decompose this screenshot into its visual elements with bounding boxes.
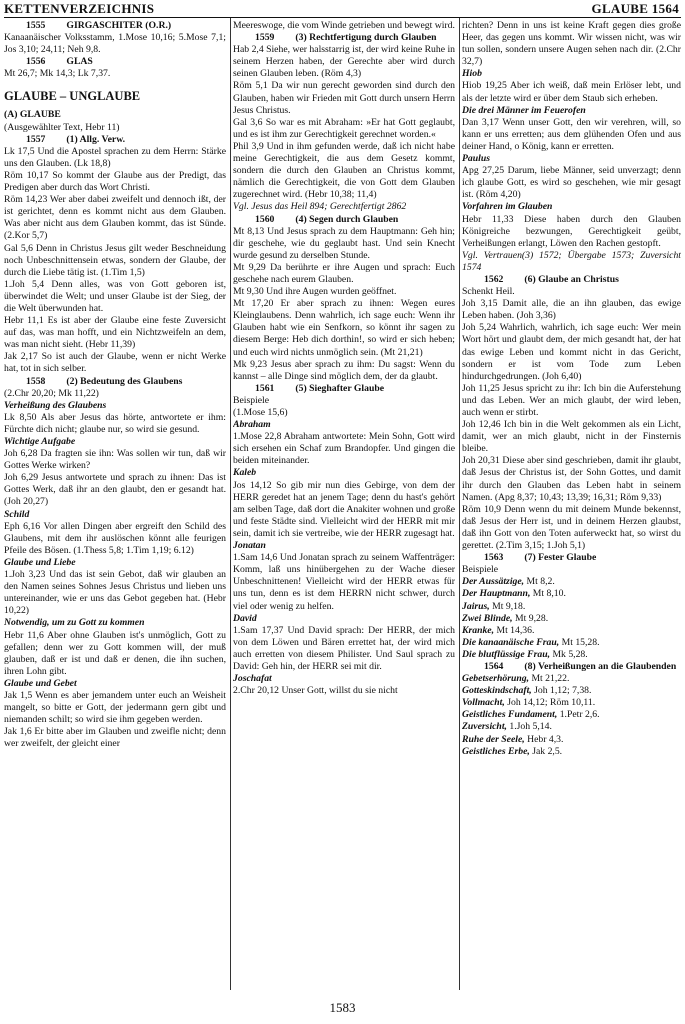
verse-text: Gal 5,6 Denn in Christus Jesus gilt weder Beschneidung noch Unbeschnittensein etwas, sondern der Glaube, der durch die Liebe tätig ist. (1.Tim 1,5) xyxy=(4,242,226,278)
verse-text: 1.Sam 17,37 Und David sprach: Der HERR, der mich von dem Löwen und Bären errettet hat, der wird mich auch erretten von diesem Philister. Und Saul sprach zu David: Geh hin, der HERR sei mit dir. xyxy=(233,624,455,672)
verse-text: Röm 10,9 Denn wenn du mit deinem Munde bekennst, daß Jesus der Herr ist, und in deinem Herzen glaubst, daß ihn Gott von den Toten auferweckt hat, so wirst du gerettet. (2.Tim 3,15; 1.Joh 5,1) xyxy=(462,503,681,552)
example-name: Zwei Blinde, xyxy=(462,612,513,624)
example-name: Der Aussätzige, xyxy=(462,576,525,588)
header-left: KETTENVERZEICHNIS xyxy=(4,1,155,16)
verse-text: Mk 9,23 Jesus aber sprach zu ihm: Du sagst: Wenn du kannst – alle Dinge sind möglich dem, der da glaubt. xyxy=(233,358,455,382)
verse-text: Lk 17,5 Und die Apostel sprachen zu dem Herrn: Stärke uns den Glauben. (Lk 18,8) xyxy=(4,145,226,169)
entry-number: 1556 xyxy=(26,56,46,68)
entry-number: 1561 xyxy=(255,382,275,394)
verse-text: Hab 2,4 Siehe, wer halsstarrig ist, der wird keine Ruhe in seinem Herzen haben, der Gerechte aber wird durch seinen Glauben leben. (Röm 4,3) xyxy=(233,44,455,80)
verse-text: Jak 2,17 So ist auch der Glaube, wenn er nicht Werke hat, tot in sich selber. xyxy=(4,351,226,375)
verse-text: 1.Sam 14,6 Und Jonatan sprach zu seinem Waffenträger: Komm, laß uns hinübergehen zu der Wache dieser Unbeschnittenen! Vielleicht wird der HERR etwas für uns tun, denn es ist dem HERRN nicht schwer, durch viel oder wenig zu helfen. xyxy=(233,552,455,612)
entry-heading xyxy=(462,552,681,564)
example-ref: Mt 9,28. xyxy=(512,612,549,624)
verse-text: Jak 1,5 Wenn es aber jemandem unter euch an Weisheit mangelt, so bitte er Gott, der jedermann gern gibt und niemanden schilt; so wird sie ihm gegeben werden. xyxy=(4,689,226,726)
example-ref: 1.Joh 5,14. xyxy=(506,721,552,733)
entry-title: GLAS xyxy=(64,56,93,68)
verse-text: Meereswoge, die vom Winde getrieben und bewegt wird. xyxy=(233,20,455,31)
entry-heading xyxy=(4,20,226,32)
column-divider xyxy=(459,18,460,990)
column-left xyxy=(4,20,226,990)
verse-text: Mt 8,13 Und Jesus sprach zu dem Hauptmann: Geh hin; dir geschehe, wie du geglaubt hast. Und sein Knecht wurde gesund zu derselben Stunde. xyxy=(233,225,455,261)
entry-title: (3) Rechtfertigung durch Glauben xyxy=(293,32,437,44)
example-ref: Joh 1,12; 7,38. xyxy=(531,685,592,697)
entry-title: GIRGASCHITER (O.R.) xyxy=(64,20,172,31)
verse-text: 2.Chr 20,12 Unser Gott, willst du sie nicht xyxy=(233,685,398,697)
example-name: Ruhe der Seele, xyxy=(462,733,525,745)
entry-number: 1557 xyxy=(26,133,46,145)
example-reference xyxy=(462,721,681,733)
entry-number: 1562 xyxy=(484,273,504,285)
subheading: Verheißung des Glaubens xyxy=(4,399,107,411)
verse-text: Joh 6,28 Da fragten sie ihn: Was sollen wir tun, daß wir Gottes Werke wirken? xyxy=(4,448,226,472)
example-name: Vollmacht, xyxy=(462,697,505,709)
example-ref: Mt 8,10. xyxy=(530,588,566,600)
example-reference xyxy=(462,601,681,613)
example-reference xyxy=(462,625,681,637)
subheading: David xyxy=(233,612,257,624)
verse-text: Joh 20,31 Diese aber sind geschrieben, damit ihr glaubt, daß Jesus der Christus ist, der Sohn Gottes, und damit ihr durch den Glauben das Leben habt in seinem Namen. (Apg 8,37; 10,43; 13,39; 16,31; Röm 9,33) xyxy=(462,455,681,503)
example-name: Die blutflüssige Frau, xyxy=(462,648,551,660)
verse-text: richten? Denn in uns ist keine Kraft gegen dies große Heer, das gegen uns kommt. Wir wissen nicht, was wir tun sollen, sondern unsere Augen sehen nach dir. (2.Chr 32,7) xyxy=(462,20,681,68)
example-reference xyxy=(462,734,681,746)
entry-heading xyxy=(233,32,455,44)
entry-title: (7) Fester Glaube xyxy=(522,552,597,564)
example-ref: Mt 15,28. xyxy=(559,636,600,648)
entry-heading xyxy=(4,376,226,388)
entry-number: 1560 xyxy=(255,213,275,225)
example-name: Kranke, xyxy=(462,624,495,636)
subheading: Wichtige Aufgabe xyxy=(4,436,76,447)
verse-text: Joh 3,15 Damit alle, die an ihn glauben, das ewige Leben haben. (Joh 3,36) xyxy=(462,298,681,322)
verse-text: Joh 6,29 Jesus antwortete und sprach zu ihnen: Das ist Gottes Werk, daß ihr an den glaubt, den er gesandt hat. (Joh 20,27) xyxy=(4,472,226,508)
entry-title: (5) Sieghafter Glaube xyxy=(293,382,385,394)
example-name: Die kanaanäische Frau, xyxy=(462,636,560,648)
verse-text: Röm 10,17 So kommt der Glaube aus der Predigt, das Predigen aber durch das Wort Christi. xyxy=(4,169,226,194)
example-reference xyxy=(462,588,681,600)
example-name: Gotteskindschaft, xyxy=(462,685,532,697)
example-reference xyxy=(462,746,681,758)
cross-reference: Vgl. Vertrauen(3) 1572; Übergabe 1573; Zuversicht 1574 xyxy=(462,249,681,273)
example-reference xyxy=(462,576,681,588)
subheading: Vorfahren im Glauben xyxy=(462,201,553,213)
verse-text: Mt 9,29 Da berührte er ihre Augen und sprach: Euch geschehe nach eurem Glauben. xyxy=(233,261,455,285)
verse-text: Gal 3,6 So war es mit Abraham: »Er hat Gott geglaubt, und es ist ihm zur Gerechtigkeit gerechnet worden.« xyxy=(233,116,455,140)
subheading: Kaleb xyxy=(233,467,257,479)
verse-text: Hiob 19,25 Aber ich weiß, daß mein Erlöser lebt, und als der letzte wird er über dem Staub sich erheben. xyxy=(462,80,681,104)
cross-reference: Vgl. Jesus das Heil 894; Gerechtfertigt 2862 xyxy=(233,201,407,213)
column-right xyxy=(462,20,681,990)
example-name: Geistliches Fundament, xyxy=(462,709,558,721)
entry-heading xyxy=(462,274,681,286)
verse-text: Kanaanäischer Volksstamm, 1.Mose 10,16; 5.Mose 7,1; Jos 3,10; 24,11; Neh 9,8. xyxy=(4,32,226,56)
verse-text: Jos 14,12 So gib mir nun dies Gebirge, von dem der HERR geredet hat an jenem Tage; denn du hast's gehört am selben Tage, daß dort die Anakiter wohnen und große und feste Städte sind. Vielleicht wird der HERR mit mir sein, damit ich sie vertreibe, wie der HERR zugesagt hat. xyxy=(233,479,455,539)
example-name: Geistliches Erbe, xyxy=(462,745,530,757)
entry-heading xyxy=(233,383,455,395)
subheading: Jonatan xyxy=(233,540,266,552)
example-ref: Hebr 4,3. xyxy=(524,733,564,745)
subheading: Die drei Männer im Feuerofen xyxy=(462,104,586,116)
example-reference xyxy=(462,673,681,685)
verse-text: Hebr 11,33 Diese haben durch den Glauben Königreiche bezwungen, Gerechtigkeit geübt, Verheißungen erlangt, Löwen den Rachen gestopft. xyxy=(462,213,681,249)
subheading: Schild xyxy=(4,508,30,520)
example-name: Gebetserhörung, xyxy=(462,673,530,685)
verse-text: Mt 17,20 Er aber sprach zu ihnen: Wegen eures Kleinglaubens. Denn wahrlich, ich sage euch: Wenn ihr Glauben habt wie ein Senfkorn, so könnt ihr sagen zu diesem Berge: Heb dich dorthin!, so wird er sich heben; und euch wird nichts unmöglich sein. (Mt 21,21) xyxy=(233,298,455,358)
entry-title: (4) Segen durch Glauben xyxy=(293,213,399,225)
entry-heading xyxy=(462,661,681,673)
example-ref: Mt 21,22. xyxy=(529,673,570,685)
subheading: Paulus xyxy=(462,153,490,165)
column-divider xyxy=(230,18,231,990)
verse-text: (2.Chr 20,20; Mk 11,22) xyxy=(4,387,99,399)
verse-text: (1.Mose 15,6) xyxy=(233,407,288,418)
section-label: (A) GLAUBE xyxy=(4,109,61,121)
example-reference xyxy=(462,685,681,697)
entry-number: 1558 xyxy=(26,375,46,387)
column-middle xyxy=(233,20,455,990)
verse-text: Lk 8,50 Als aber Jesus das hörte, antwortete er ihm: Fürchte dich nicht; glaube nur, so wird sie gesund. xyxy=(4,411,226,435)
verse-text: Röm 14,23 Wer aber dabei zweifelt und dennoch ißt, der ist gerichtet, denn es kommt nicht aus dem Glauben. Was aber nicht aus dem Glauben kommt, das ist Sünde. (2.Kor 5,7) xyxy=(4,194,226,242)
subheading: Hiob xyxy=(462,68,482,80)
example-ref: Joh 14,12; Röm 10,11. xyxy=(504,697,596,709)
verse-text: Hebr 11,1 Es ist aber der Glaube eine feste Zuversicht auf das, was man hofft, und ein Nichtzweifeln an dem, was man nicht sieht. (Hebr 11,39) xyxy=(4,315,226,351)
verse-text: Schenkt Heil. xyxy=(462,286,515,298)
example-ref: Jak 2,5. xyxy=(529,745,563,757)
verse-text: Dan 3,17 Wenn unser Gott, den wir verehren, will, so kann er uns erretten; aus dem glühenden Ofen und aus deiner Hand, o König, kann er erretten. xyxy=(462,116,681,152)
verse-text: Joh 11,25 Jesus spricht zu ihr: Ich bin die Auferstehung und das Leben. Wer an mich glaubt, der wird leben, auch wenn er stirbt. xyxy=(462,382,681,418)
example-name: Der Hauptmann, xyxy=(462,588,531,600)
entry-title: (6) Glaube an Christus xyxy=(522,273,619,285)
verse-text: Joh 5,24 Wahrlich, wahrlich, ich sage euch: Wer mein Wort hört und glaubt dem, der mich gesandt hat, der hat das ewige Leben und kommt nicht in das Gericht, sondern er ist vom Tode zum Leben hindurchgedrungen. (Joh 6,40) xyxy=(462,322,681,382)
subheading: Notwendig, um zu Gott zu kommen xyxy=(4,617,145,629)
verse-text: 1.Mose 22,8 Abraham antwortete: Mein Sohn, Gott wird sich ersehen ein Schaf zum Brandopfer. Und gingen die beiden miteinander. xyxy=(233,431,455,467)
example-reference xyxy=(462,649,681,661)
verse-text: Röm 5,1 Da wir nun gerecht geworden sind durch den Glauben, haben wir Frieden mit Gott durch unsern Herrn Jesus Christus. xyxy=(233,80,455,116)
verse-text: 1.Joh 5,4 Denn alles, was von Gott geboren ist, überwindet die Welt; und unser Glaube ist der Sieg, der die Welt überwunden hat. xyxy=(4,278,226,314)
entry-number: 1555 xyxy=(26,20,46,31)
example-ref: 1.Petr 2,6. xyxy=(557,709,600,721)
entry-title: (2) Bedeutung des Glaubens xyxy=(64,375,183,387)
verse-text: Mt 9,30 Und ihre Augen wurden geöffnet. xyxy=(233,286,397,298)
verse-text: Beispiele xyxy=(233,394,270,406)
verse-text: Mt 26,7; Mk 14,3; Lk 7,37. xyxy=(4,68,111,80)
example-reference xyxy=(462,697,681,709)
verse-text: Beispiele xyxy=(462,564,499,576)
header-right: GLAUBE 1564 xyxy=(591,1,679,16)
entry-heading xyxy=(4,56,226,68)
verse-text: 1.Joh 3,23 Und das ist sein Gebot, daß wir glauben an den Namen seines Sohnes Jesus Christus und lieben uns untereinander, wie er uns das Gebot gegeben hat. (Hebr 10,22) xyxy=(4,569,226,617)
example-reference xyxy=(462,613,681,625)
entry-number: 1563 xyxy=(484,552,504,564)
entry-heading xyxy=(233,214,455,226)
subheading: Abraham xyxy=(233,419,271,431)
verse-text: Phil 3,9 Und in ihm gefunden werde, daß ich nicht habe meine Gerechtigkeit, die aus dem Gesetz kommt, sondern die durch den Glauben an Christus kommt, nämlich die Gerechtigkeit, die von Gott dem Glauben zugerechnet wird. (Hebr 10,38; 11,4) xyxy=(233,140,455,201)
section-title: GLAUBE – UNGLAUBE xyxy=(4,89,141,104)
example-name: Jairus, xyxy=(462,600,490,612)
example-ref: Mk 5,28. xyxy=(550,648,588,660)
example-reference xyxy=(462,709,681,721)
verse-text: Joh 12,46 Ich bin in die Welt gekommen als ein Licht, damit, wer an mich glaubt, nicht in der Finsternis bleibe. xyxy=(462,419,681,455)
example-name: Zuversicht, xyxy=(462,721,507,733)
entry-title: (1) Allg. Verw. xyxy=(64,133,126,145)
subheading: Glaube und Liebe xyxy=(4,556,76,568)
verse-text: Jak 1,6 Er bitte aber im Glauben und zweifle nicht; denn wer zweifelt, der gleicht einer xyxy=(4,726,226,750)
verse-text: Apg 27,25 Darum, liebe Männer, seid unverzagt; denn ich glaube Gott, es wird so geschehen, wie mir gesagt ist. (Röm 4,20) xyxy=(462,165,681,201)
verse-text: Hebr 11,6 Aber ohne Glauben ist's unmöglich, Gott zu gefallen; denn wer zu Gott kommen will, der muß glauben, daß er ist und daß er denen, die ihn suchen, ihren Lohn gibt. xyxy=(4,629,226,677)
page xyxy=(4,0,681,1024)
subheading: Glaube und Gebet xyxy=(4,677,77,689)
subheading: Joschafat xyxy=(233,673,272,685)
example-reference xyxy=(462,637,681,649)
example-ref: Mt 9,18. xyxy=(489,600,526,612)
verse-text: Eph 6,16 Vor allen Dingen aber ergreift den Schild des Glaubens, mit dem ihr auslöschen könnt alle feurigen Pfeile des Bösen. (1.Thess 5,8; 1.Tim 1,19; 6.12) xyxy=(4,520,226,556)
entry-number: 1564 xyxy=(484,660,504,672)
entry-heading xyxy=(4,134,226,146)
entry-number: 1559 xyxy=(255,32,275,44)
example-ref: Mt 14,36. xyxy=(494,624,535,636)
example-ref: Mt 8,2. xyxy=(524,576,555,588)
page-number: 1583 xyxy=(329,1000,356,1015)
verse-text: (Ausgewählter Text, Hebr 11) xyxy=(4,121,120,133)
running-header xyxy=(4,0,681,18)
entry-title: (8) Verheißungen an die Glaubenden xyxy=(522,660,677,672)
